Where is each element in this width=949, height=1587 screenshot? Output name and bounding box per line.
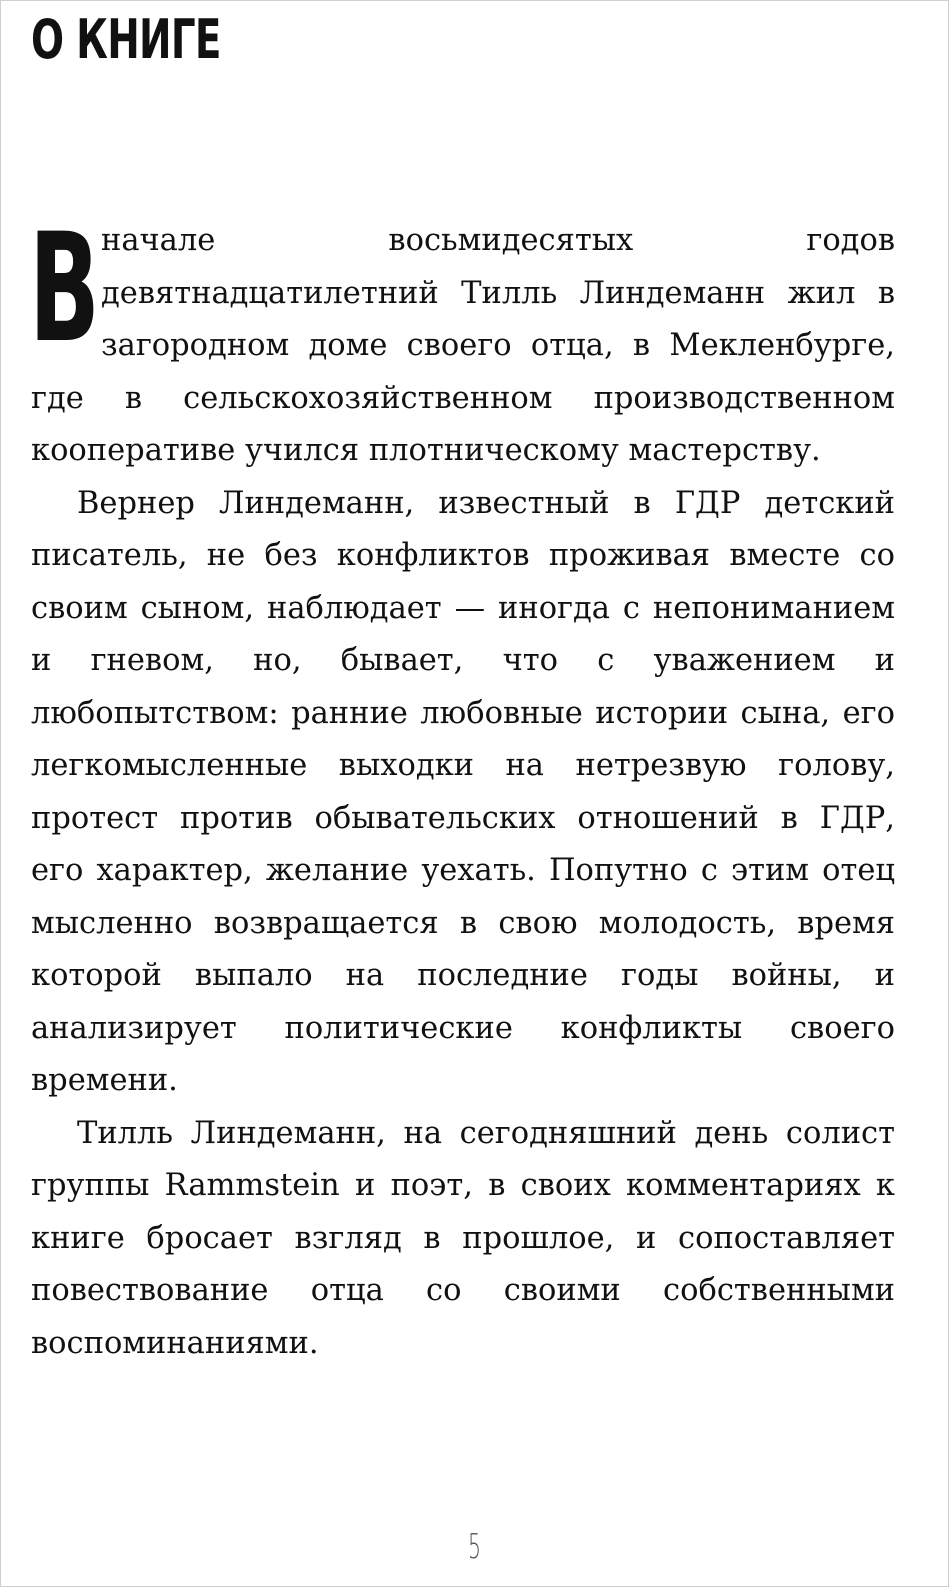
page-number: 5 <box>468 1527 481 1567</box>
page-title: О КНИГЕ <box>31 8 221 71</box>
paragraph-1-text: начале восьмидесятых годов девятнадцатилетний Тилль Линдеманн жил в загородном доме своего отца, в Мекленбурге, где в сельскохозяйственном производственном кооперативе учился плотническому мастерству. <box>31 223 895 468</box>
body-text <box>29 202 895 1370</box>
paragraph-1 <box>29 202 895 478</box>
paragraph-3: Тилль Линдеманн, на сегодняшний день солист группы Rammstein и поэт, в своих комментариях к книге бросает взгляд в прошлое, и сопоставляет повествование отца со своими собственными воспоминаниями. <box>31 1115 895 1361</box>
drop-cap: В <box>29 202 100 376</box>
paragraph-2: Вернер Линдеманн, известный в ГДР детский писатель, не без конфликтов проживая вместе со своим сыном, наблюдает — иногда с непониманием и гневом, но, бывает, что с уважением и любопытством: ранние любовные истории сына, его легкомысленные выходки на нетрезвую голову, протест против обывательских отношений в ГДР, его характер, желание уехать. Попутно с этим отец мысленно возвращается в свою молодость, время которой выпало на последние годы войны, и анализирует политические конфликты своего времени. <box>31 485 895 1098</box>
